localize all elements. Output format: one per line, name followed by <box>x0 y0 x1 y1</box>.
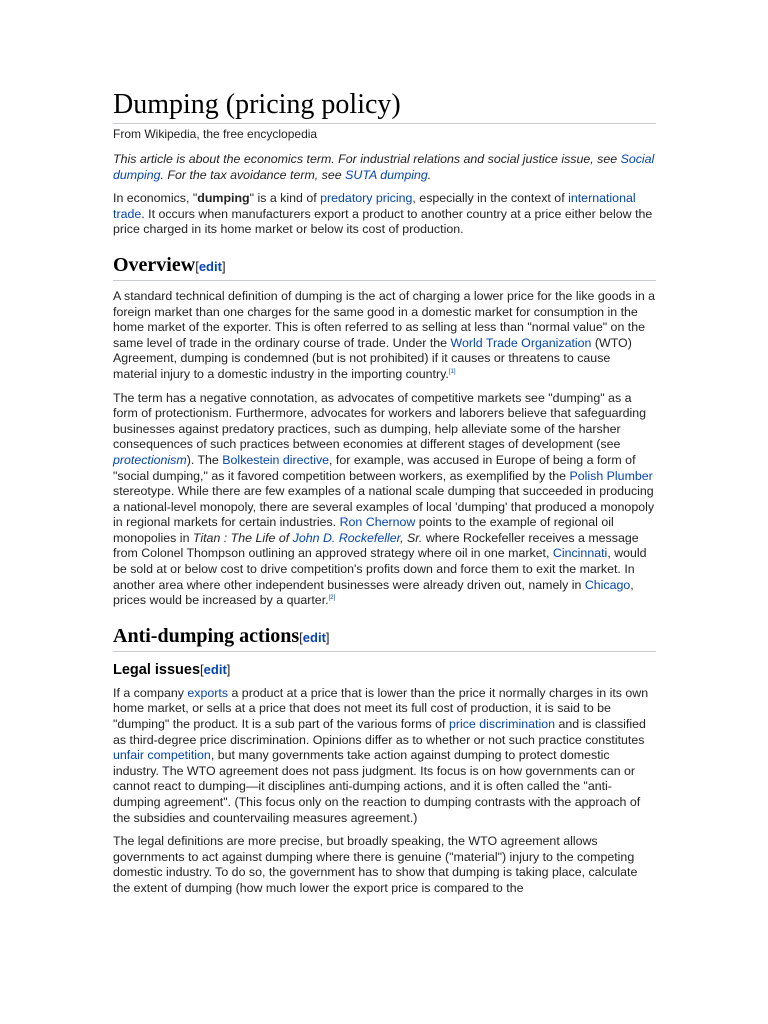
overview-paragraph-2 <box>113 391 656 609</box>
bracket: ] <box>226 661 231 677</box>
text: where Rockefeller receives a message from Colonel Thompson outlining an approved strategy where oil in one market, <box>113 530 639 561</box>
overview-paragraph-1 <box>113 289 656 383</box>
section-heading-anti-dumping <box>113 623 656 652</box>
hatnote <box>113 152 656 183</box>
legal-paragraph-2: The legal definitions are more precise, but broadly speaking, the WTO agreement allows governments to act against dumping where there is genuine ("material") injury to the competing domestic industry. To do so, the government has to show that dumping is taking place, calculate the extent of dumping (how much lower the export price is compared to the <box>113 834 638 895</box>
tagline: From Wikipedia, the free encyclopedia <box>113 127 318 141</box>
reference-1[interactable]: [1] <box>448 368 456 375</box>
edit-section <box>200 662 230 677</box>
section-heading-overview <box>113 252 656 281</box>
link-protectionism[interactable]: protectionism <box>113 452 187 467</box>
intro-paragraph <box>113 191 656 238</box>
bracket: [ <box>299 629 303 645</box>
bracket: ] <box>325 629 330 645</box>
hatnote-text: This article is about the economics term. For industrial relations and social justice issue, see <box>113 152 621 166</box>
book-title: , Sr. <box>400 530 423 545</box>
link-unfair-competition[interactable]: unfair competition <box>113 748 211 763</box>
text: points to the example of regional oil monopolies in <box>113 515 614 545</box>
text: , especially in the context of <box>412 191 569 206</box>
text: , prices would be increased by a quarter. <box>113 577 634 608</box>
text: " is a kind of <box>249 191 321 206</box>
bracket: [ <box>200 661 204 677</box>
heading-text: Legal issues <box>113 661 201 678</box>
edit-section <box>195 259 225 274</box>
text: , would be sold at or below cost to drive competition's profits down and force them to exit the market. In another area where other independent businesses were already driven out, namely in <box>113 546 647 592</box>
text: stereotype. While there are few examples of a national scale dumping that succeeded in producing a national-level monopoly, there are several examples of local 'dumping' that produced a monopoly in regional markets for certain industries. <box>113 484 655 530</box>
page-title: Dumping (pricing policy) <box>113 88 656 124</box>
link-bolkestein[interactable]: Bolkestein directive <box>222 452 330 467</box>
link-suta-dumping[interactable]: SUTA dumping <box>345 167 428 182</box>
edit-link[interactable]: edit <box>198 258 222 274</box>
text: , for example, was accused in Europe of being a form of "social dumping," as it favored competition between workers, as exemplified by the <box>113 452 636 483</box>
heading-text: Anti-dumping actions <box>113 624 300 647</box>
legal-paragraph-1 <box>113 686 656 826</box>
bracket: [ <box>195 258 199 274</box>
reference-2[interactable]: [2] <box>328 595 336 602</box>
text: , but many governments take action against dumping to protect domestic industry. The WTO agreement does not pass judgment. Its focus is on how governments can or cannot react to dumping—it disciplines anti-dumping actions, and it is often called the "anti-dumping agreement". (This focus only on the reaction to dumping contrasts with the approach of the subsidies and countervailing measures agreement.) <box>113 748 641 825</box>
edit-link[interactable]: edit <box>302 629 326 645</box>
text: If a company <box>113 685 188 700</box>
text: The term has a negative connotation, as advocates of competitive markets see "dumping" as a form of protectionism. Furthermore, advocates for workers and laborers believe that safeguarding businesses against predatory practices, such as dumping, help alleviate some of the harsher consequences of such practices between economies at different stages of development (see <box>113 390 647 452</box>
link-social-dumping[interactable]: Social dumping <box>113 152 655 182</box>
heading-text: Overview <box>113 253 196 276</box>
link-wto[interactable]: World Trade Organization <box>450 335 592 350</box>
text: and is classified as third-degree price discrimination. Opinions differ as to whether or not such practice constitutes <box>113 717 646 747</box>
article <box>113 88 656 905</box>
link-polish-plumber[interactable]: Polish Plumber <box>569 468 653 483</box>
hatnote-text: . <box>427 167 432 182</box>
text: a product at a price that is lower than the price it normally charges in its own home market, or sells at a price that does not meet its full cost of production, it is said to be "dumping" the product. It is a sub part of the various forms of <box>113 685 649 732</box>
text: In economics, " <box>113 191 198 206</box>
link-rockefeller[interactable]: John D. Rockefeller <box>292 530 401 545</box>
link-predatory-pricing[interactable]: predatory pricing <box>320 191 413 206</box>
link-international-trade[interactable]: international trade <box>113 191 636 221</box>
edit-section <box>299 630 329 645</box>
subsection-heading-legal-issues <box>113 660 656 680</box>
text: A standard technical definition of dumping is the act of charging a lower price for the like goods in a foreign market than one charges for the same good in a domestic market for consumption in the home market of the exporter. This is often referred to as selling at less than "normal value" on the same level of trade in the ordinary course of trade. Under the <box>113 288 656 350</box>
link-chicago[interactable]: Chicago <box>584 577 631 592</box>
hatnote-text: . For the tax avoidance term, see <box>160 167 346 182</box>
bold-term: dumping <box>197 191 250 206</box>
link-cincinnati[interactable]: Cincinnati <box>552 546 608 561</box>
text: . It occurs when manufacturers export a product to another country at a price either below the price charged in its home market or below its cost of production. <box>113 206 653 237</box>
text: ). The <box>186 452 223 467</box>
book-title: Titan : The Life of <box>192 530 293 545</box>
link-exports[interactable]: exports <box>187 685 229 700</box>
edit-link[interactable]: edit <box>203 661 227 677</box>
link-ron-chernow[interactable]: Ron Chernow <box>339 515 416 530</box>
bracket: ] <box>221 258 226 274</box>
text: (WTO) Agreement, dumping is condemned (but is not prohibited) if it causes or threatens to cause material injury to a domestic industry in the importing country. <box>113 335 632 381</box>
link-price-discrimination[interactable]: price discrimination <box>448 717 555 732</box>
